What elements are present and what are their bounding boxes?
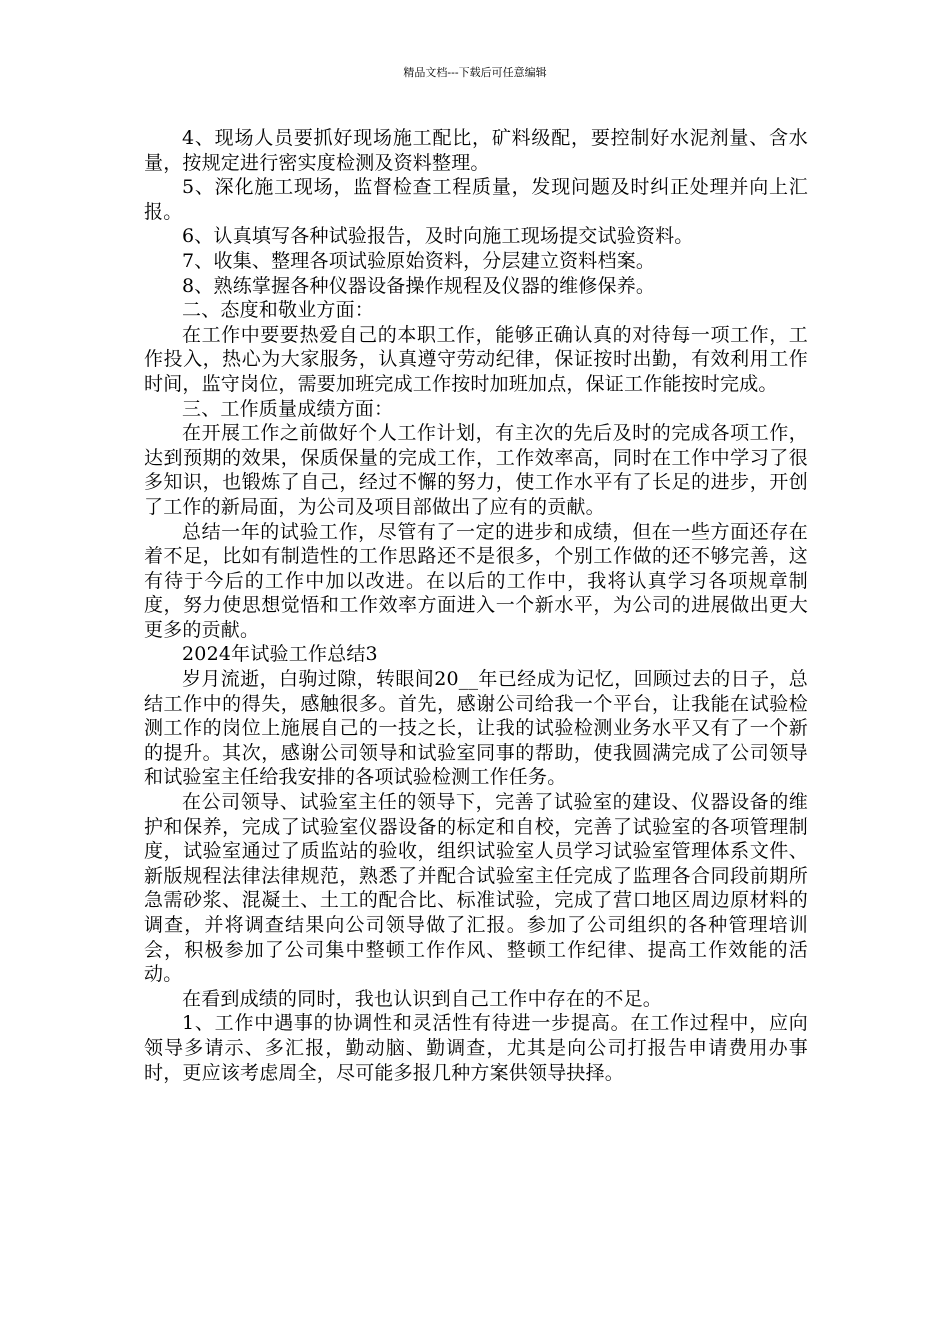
section-title-summary-3: 2024年试验工作总结3	[182, 643, 378, 666]
paragraph-attitude: 在工作中要要热爱自己的本职工作，能够正确认真的对待每一项工作，工作投入，热心为大家服务，认真遵守劳动纪律，保证按时出勤，有效利用工作时间，监守岗位，需要加班完成工作按时加班加点，保证工作能按时完成。	[144, 323, 808, 395]
paragraph-achievements: 在公司领导、试验室主任的领导下，完善了试验室的建设、仪器设备的维护和保养，完成了试验室仪器设备的标定和自校，完善了试验室的各项管理制度，试验室通过了质监站的验收，组织试验室人员学习试验室管理体系文件、新版规程法律法律规范，熟悉了并配合试验室主任完成了监理各合同段前期所急需砂浆、混凝土、土工的配合比、标准试验，完成了营口地区周边原材料的调查，并将调查结果向公司领导做了汇报。参加了公司组织的各种管理培训会，积极参加了公司集中整顿工作作风、整顿工作纪律、提高工作效能的活动。	[144, 791, 808, 986]
document-body	[144, 126, 808, 1085]
paragraph-item-5: 5、深化施工现场，监督检查工程质量，发现问题及时纠正处理并向上汇报。	[144, 176, 808, 223]
paragraph-item-4: 4、现场人员要抓好现场施工配比，矿料级配，要控制好水泥剂量、含水量，按规定进行密实度检测及资料整理。	[144, 127, 808, 174]
paragraph-item-6: 6、认真填写各种试验报告，及时向施工现场提交试验资料。	[182, 225, 694, 248]
section-heading-quality: 三、工作质量成绩方面：	[182, 397, 394, 420]
paragraph-intro: 岁月流逝，白驹过隙，转眼间20__年已经成为记忆，回顾过去的日子，总结工作中的得失，感触很多。首先，感谢公司给我一个平台，让我能在试验检测工作的岗位上施展自己的一技之长，让我的试验检测业务水平又有了一个新的提升。其次，感谢公司领导和试验室同事的帮助，使我圆满完成了公司领导和试验室主任给我安排的各项试验检测工作任务。	[144, 668, 808, 789]
paragraph-shortcomings-intro: 在看到成绩的同时，我也认识到自己工作中存在的不足。	[182, 987, 663, 1010]
paragraph-shortcoming-1: 1、工作中遇事的协调性和灵活性有待进一步提高。在工作过程中，应向领导多请示、多汇报，勤动脑、勤调查，尤其是向公司打报告申请费用办事时，更应该考虑周全，尽可能多报几种方案供领导抉择。	[144, 1012, 808, 1084]
page-header: 精品文档---下载后可任意编辑	[403, 66, 547, 79]
paragraph-summary: 总结一年的试验工作，尽管有了一定的进步和成绩，但在一些方面还存在着不足，比如有制造性的工作思路还不是很多，个别工作做的还不够完善，这有待于今后的工作中加以改进。在以后的工作中，我将认真学习各项规章制度，努力使思想觉悟和工作效率方面进入一个新水平，为公司的进展做出更大更多的贡献。	[144, 520, 808, 641]
paragraph-item-8: 8、熟练掌握各种仪器设备操作规程及仪器的维修保养。	[182, 274, 656, 297]
paragraph-quality: 在开展工作之前做好个人工作计划，有主次的先后及时的完成各项工作，达到预期的效果，保质保量的完成工作，工作效率高，同时在工作中学习了很多知识，也锻炼了自己，经过不懈的努力，使工作水平有了长足的进步，开创了工作的新局面，为公司及项目部做出了应有的贡献。	[144, 422, 808, 518]
paragraph-item-7: 7、收集、整理各项试验原始资料，分层建立资料档案。	[182, 249, 656, 272]
section-heading-attitude: 二、态度和敬业方面：	[182, 299, 375, 322]
